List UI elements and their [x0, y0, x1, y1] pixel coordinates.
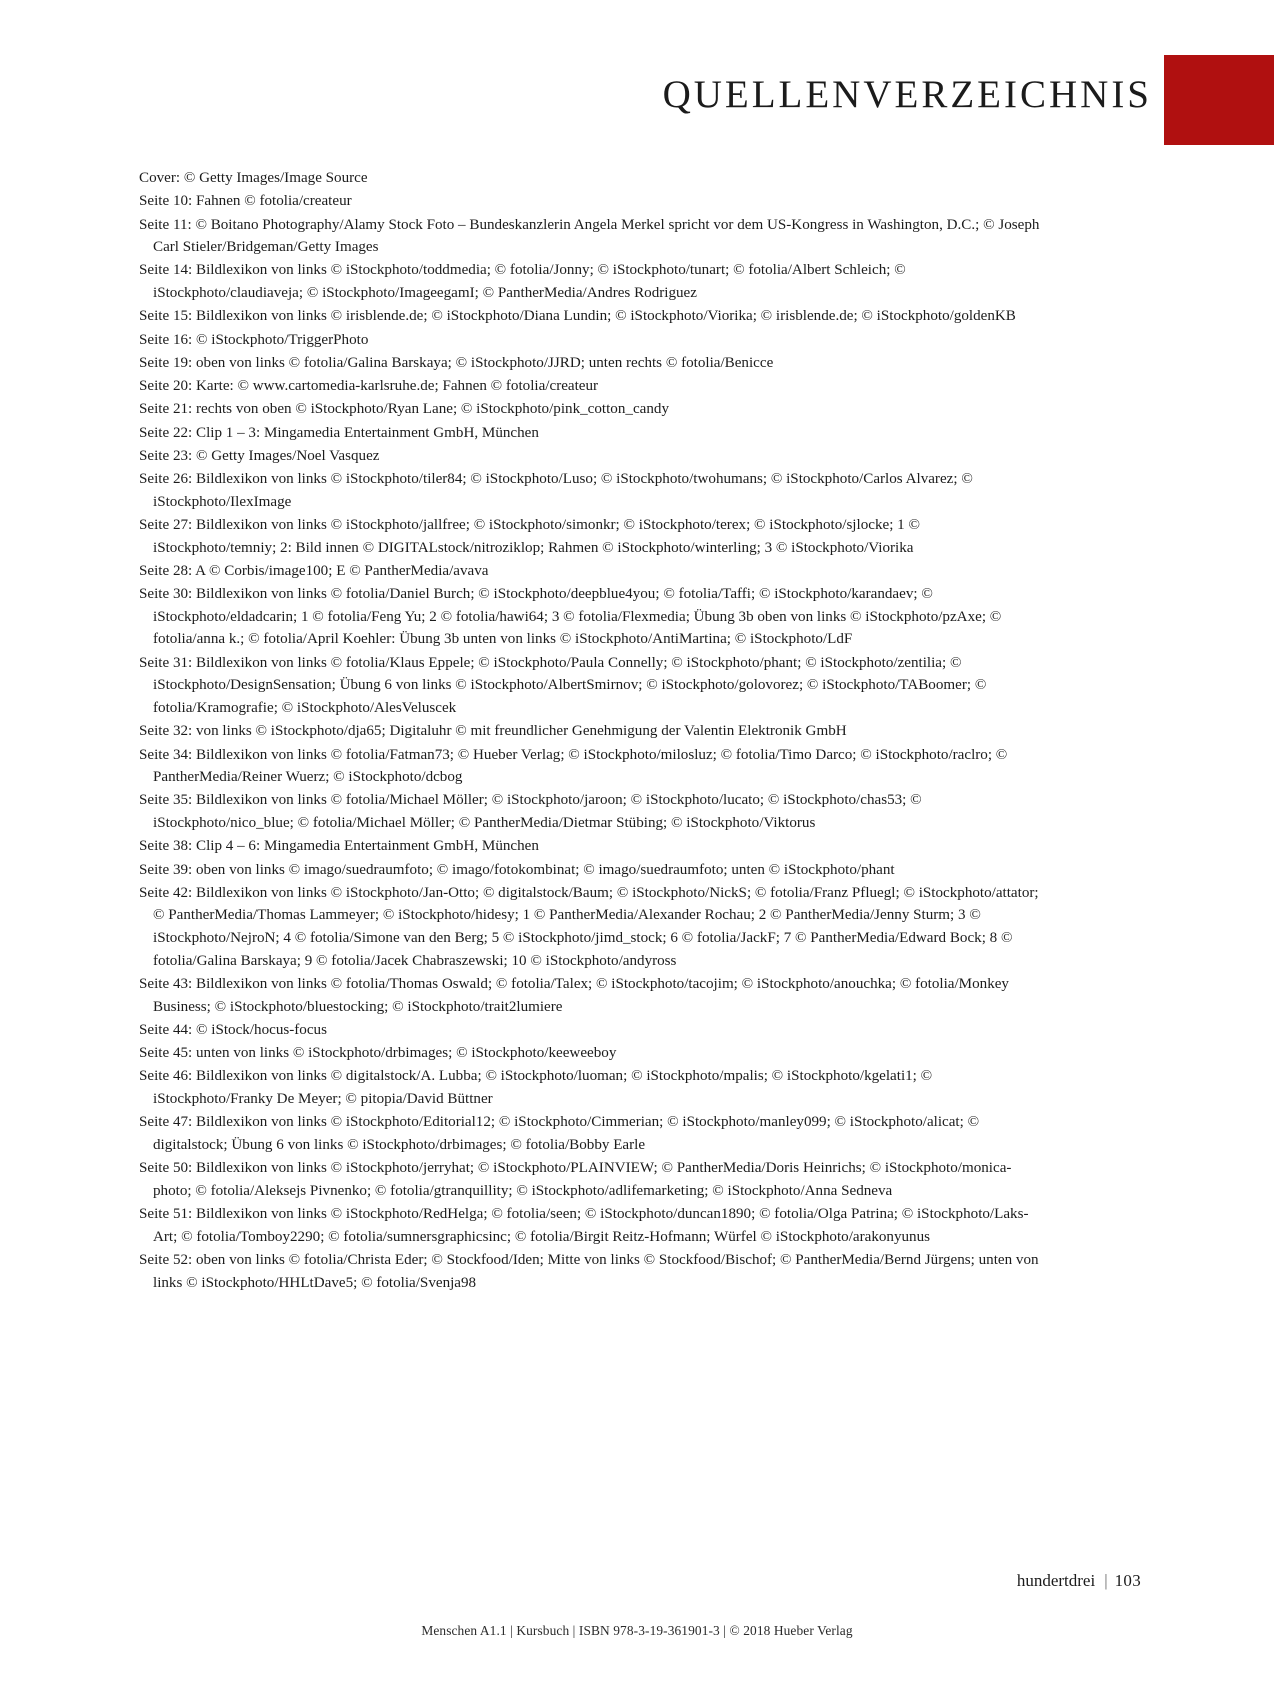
credit-entry: Seite 16: © iStockphoto/TriggerPhoto	[139, 331, 369, 348]
credit-entry: Seite 51: Bildlexikon von links © iStockphoto/RedHelga; © fotolia/seen; © iStockphoto/duncan1890; © fotolia/Olga Patrina; © iStockphoto/Laks-Art; © fotolia/Tomboy2290; © fotolia/sumnersgraphicsinc; © fotolia/Birgit Reitz-Hofmann; Würfel © iStockphoto/arakonyunus	[139, 1206, 1029, 1245]
credit-entry: Seite 14: Bildlexikon von links © iStockphoto/toddmedia; © fotolia/Jonny; © iStockphoto/tunart; © fotolia/Albert Schleich; © iStockphoto/claudiaveja; © iStockphoto/ImageegamI; © PantherMedia/Andres Rodriguez	[139, 262, 906, 302]
credit-entry: Seite 52: oben von links © fotolia/Christa Eder; © Stockfood/Iden; Mitte von links © Stockfood/Bischof; © PantherMedia/Bernd Jürgens; unten von links © iStockphoto/HHLtDave5; © fotolia/Svenja98	[139, 1252, 1039, 1291]
credit-entry: Seite 26: Bildlexikon von links © iStockphoto/tiler84; © iStockphoto/Luso; © iStockphoto/twohumans; © iStockphoto/Carlos Alvarez; © iStockphoto/IlexImage	[139, 471, 973, 510]
credit-entry: Seite 20: Karte: © www.cartomedia-karlsruhe.de; Fahnen © fotolia/createur	[139, 378, 599, 395]
folio-number: 103	[1114, 1571, 1141, 1590]
credit-entry: Seite 15: Bildlexikon von links © irisblende.de; © iStockphoto/Diana Lundin; © iStockphoto/Viorika; © irisblende.de; © iStockphoto/goldenKB	[139, 308, 1016, 325]
credit-entry: Seite 22: Clip 1 – 3: Mingamedia Entertainment GmbH, München	[139, 424, 539, 441]
credit-entry: Seite 43: Bildlexikon von links © fotolia/Thomas Oswald; © fotolia/Talex; © iStockphoto/tacojim; © iStockphoto/anouchka; © fotolia/Monkey Business; © iStockphoto/bluestocking; © iStockphoto/trait2lumiere	[139, 976, 1009, 1015]
credit-entry: Seite 35: Bildlexikon von links © fotolia/Michael Möller; © iStockphoto/jaroon; © iStockphoto/lucato; © iStockphoto/chas53; © iStockphoto/nico_blue; © fotolia/Michael Möller; © PantherMedia/Dietmar Stübing; © iStockphoto/Viktorus	[139, 792, 922, 832]
credit-entry: Seite 11: © Boitano Photography/Alamy Stock Foto – Bundeskanzlerin Angela Merkel spricht vor dem US-Kongress in Washington, D.C.; © Joseph Carl Stieler/Bridgeman/Getty Images	[139, 216, 1040, 256]
credit-entry: Seite 39: oben von links © imago/suedraumfoto; © imago/fotokombinat; © imago/suedraumfoto; unten © iStockphoto/phant	[139, 861, 895, 878]
folio-word: hundertdrei	[1016, 1571, 1096, 1590]
credit-entry: Seite 32: von links © iStockphoto/dja65; Digitaluhr © mit freundlicher Genehmigung der Valentin Elektronik GmbH	[139, 723, 847, 740]
red-accent-block	[1164, 55, 1274, 145]
folio-separator: |	[1104, 1571, 1108, 1590]
page-title: QUELLENVERZEICHNIS	[662, 73, 1152, 116]
colophon: Menschen A1.1 | Kursbuch | ISBN 978-3-19-361901-3 | © 2018 Hueber Verlag	[421, 1623, 853, 1638]
credit-entry: Seite 27: Bildlexikon von links © iStockphoto/jallfree; © iStockphoto/simonkr; © iStockphoto/terex; © iStockphoto/sjlocke; 1 © iStockphoto/temniy; 2: Bild innen © DIGITALstock/nitroziklop; Rahmen © iStockphoto/winterling; 3 © iStockphoto/Viorika	[139, 516, 920, 556]
credit-entry: Seite 21: rechts von oben © iStockphoto/Ryan Lane; © iStockphoto/pink_cotton_candy	[139, 401, 669, 418]
credits-list	[139, 167, 1043, 1295]
credit-entry: Seite 38: Clip 4 – 6: Mingamedia Entertainment GmbH, München	[139, 838, 539, 855]
credit-entry: Seite 10: Fahnen © fotolia/createur	[139, 193, 352, 210]
credit-entry: Seite 50: Bildlexikon von links © iStockphoto/jerryhat; © iStockphoto/PLAINVIEW; © PantherMedia/Doris Heinrichs; © iStockphoto/monica-photo; © fotolia/Aleksejs Pivnenko; © fotolia/gtranquillity; © iStockphoto/adlifemarketing; © iStockphoto/Anna Sedneva	[139, 1160, 1012, 1199]
credit-entry: Seite 30: Bildlexikon von links © fotolia/Daniel Burch; © iStockphoto/deepblue4you; © fotolia/Taffi; © iStockphoto/karandaev; © iStockphoto/eldadcarin; 1 © fotolia/Feng Yu; 2 © fotolia/hawi64; 3 © fotolia/Flexmedia; Übung 3b oben von links © iStockphoto/pzAxe; © fotolia/anna k.; © fotolia/April Koehler: Übung 3b unten von links © iStockphoto/AntiMartina; © iStockphoto/LdF	[139, 586, 1002, 648]
credit-entry: Seite 46: Bildlexikon von links © digitalstock/A. Lubba; © iStockphoto/luoman; © iStockphoto/mpalis; © iStockphoto/kgelati1; © iStockphoto/Franky De Meyer; © pitopia/David Büttner	[139, 1068, 933, 1108]
credit-entry: Seite 45: unten von links © iStockphoto/drbimages; © iStockphoto/keeweeboy	[139, 1045, 617, 1062]
credit-entry: Seite 42: Bildlexikon von links © iStockphoto/Jan-Otto; © digitalstock/Baum; © iStockphoto/NickS; © fotolia/Franz Pfluegl; © iStockphoto/attator; © PantherMedia/Thomas Lammeyer; © iStockphoto/hidesy; 1 © PantherMedia/Alexander Rochau; 2 © PantherMedia/Jenny Sturm; 3 © iStockphoto/NejroN; 4 © fotolia/Simone van den Berg; 5 © iStockphoto/jimd_stock; 6 © fotolia/JackF; 7 © PantherMedia/Edward Bock; 8 © fotolia/Galina Barskaya; 9 © fotolia/Jacek Chabraszewski; 10 © iStockphoto/andyross	[139, 884, 1039, 969]
credit-entry: Seite 34: Bildlexikon von links © fotolia/Fatman73; © Hueber Verlag; © iStockphoto/milosluz; © fotolia/Timo Darco; © iStockphoto/raclro; © PantherMedia/Reiner Wuerz; © iStockphoto/dcbog	[139, 746, 1008, 786]
page-header	[0, 0, 1274, 150]
credit-entry: Seite 23: © Getty Images/Noel Vasquez	[139, 447, 380, 464]
credit-entry: Seite 47: Bildlexikon von links © iStockphoto/Editorial12; © iStockphoto/Cimmerian; © iStockphoto/manley099; © iStockphoto/alicat; © digitalstock; Übung 6 von links © iStockphoto/drbimages; © fotolia/Bobby Earle	[139, 1114, 980, 1153]
credit-entry: Seite 28: A © Corbis/image100; E © PantherMedia/avava	[139, 562, 489, 579]
credit-entry: Seite 19: oben von links © fotolia/Galina Barskaya; © iStockphoto/JJRD; unten rechts © fotolia/Benicce	[139, 354, 774, 371]
folio	[1017, 1571, 1141, 1591]
credit-entry: Seite 44: © iStock/hocus-focus	[139, 1021, 327, 1038]
credit-entry: Seite 31: Bildlexikon von links © fotolia/Klaus Eppele; © iStockphoto/Paula Connelly; © iStockphoto/phant; © iStockphoto/zentilia; © iStockphoto/DesignSensation; Übung 6 von links © iStockphoto/AlbertSmirnov; © iStockphoto/golovorez; © iStockphoto/TABoomer; © fotolia/Kramografie; © iStockphoto/AlesVeluscek	[139, 654, 987, 716]
credit-entry: Cover: © Getty Images/Image Source	[139, 170, 368, 186]
